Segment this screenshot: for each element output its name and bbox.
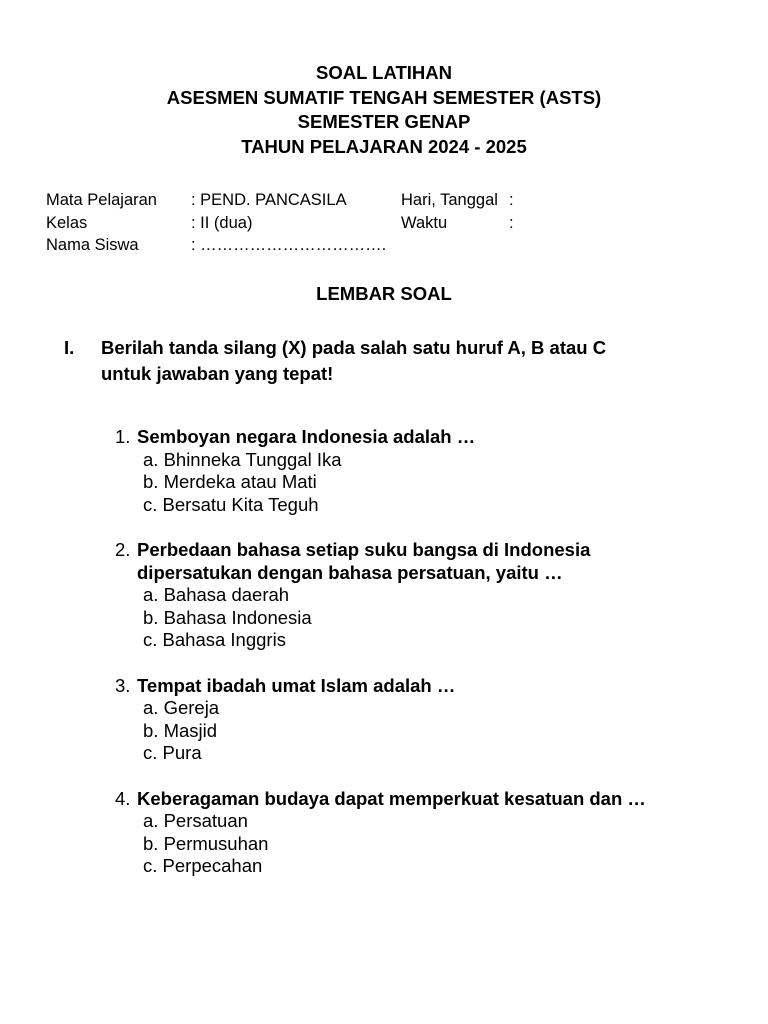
question-text: Perbedaan bahasa setiap suku bangsa di Indonesia (137, 539, 591, 560)
instruction-line: Berilah tanda silang (X) pada salah satu huruf A, B atau C (101, 337, 607, 358)
answer-option: b. Merdeka atau Mati (143, 471, 317, 492)
answer-option: a. Bahasa daerah (143, 584, 290, 605)
section-instruction (64, 335, 704, 386)
answer-option: b. Bahasa Indonesia (143, 606, 312, 628)
answer-option: b. Masjid (143, 719, 218, 741)
sheet-title: LEMBAR SOAL (316, 283, 452, 304)
time-value: : (509, 213, 514, 232)
question-item (115, 426, 735, 516)
class-value: : II (dua) (191, 213, 253, 232)
question-stem (115, 426, 735, 449)
question-item (115, 675, 735, 765)
document-header (0, 61, 768, 159)
question-number: 2. (115, 539, 131, 560)
date-value: : (509, 191, 514, 209)
question-number: 3. (115, 674, 131, 696)
subject-label: Mata Pelajaran (46, 191, 157, 209)
question-item (115, 788, 735, 878)
class-label: Kelas (46, 213, 88, 232)
answer-option: c. Bahasa Inggris (143, 629, 286, 650)
question-item (115, 539, 735, 652)
instruction-line: untuk jawaban yang tepat! (101, 362, 334, 384)
question-text: Keberagaman budaya dapat memperkuat kesatuan dan … (137, 787, 646, 809)
question-text: Tempat ibadah umat Islam adalah … (137, 674, 456, 696)
date-label: Hari, Tanggal (401, 191, 498, 209)
question-stem (115, 675, 735, 698)
question-stem (115, 539, 735, 584)
student-name-label: Nama Siswa (46, 236, 139, 254)
answer-option: a. Gereja (143, 697, 220, 718)
answer-option: a. Bhinneka Tunggal Ika (143, 448, 342, 470)
question-number: 4. (115, 787, 131, 809)
answer-option: b. Permusuhan (143, 832, 269, 854)
title-line: SEMESTER GENAP (297, 111, 471, 132)
title-line: TAHUN PELAJARAN 2024 - 2025 (241, 135, 527, 157)
question-text: dipersatukan dengan bahasa persatuan, yaitu … (137, 561, 563, 583)
answer-option: c. Perpecahan (143, 855, 263, 876)
question-list (115, 426, 735, 901)
section-number: I. (64, 337, 75, 358)
question-text: Semboyan negara Indonesia adalah … (137, 426, 476, 447)
title-line: SOAL LATIHAN (315, 62, 452, 83)
title-line: ASESMEN SUMATIF TENGAH SEMESTER (ASTS) (166, 86, 602, 108)
time-label: Waktu (401, 213, 448, 232)
question-stem (115, 788, 735, 811)
subject-value: : PEND. PANCASILA (191, 191, 347, 209)
answer-option: c. Pura (143, 742, 202, 763)
student-name-value: : ……………………………. (191, 236, 387, 254)
answer-option: c. Bersatu Kita Teguh (143, 493, 319, 515)
question-number: 1. (115, 426, 131, 447)
answer-option: a. Persatuan (143, 810, 248, 831)
